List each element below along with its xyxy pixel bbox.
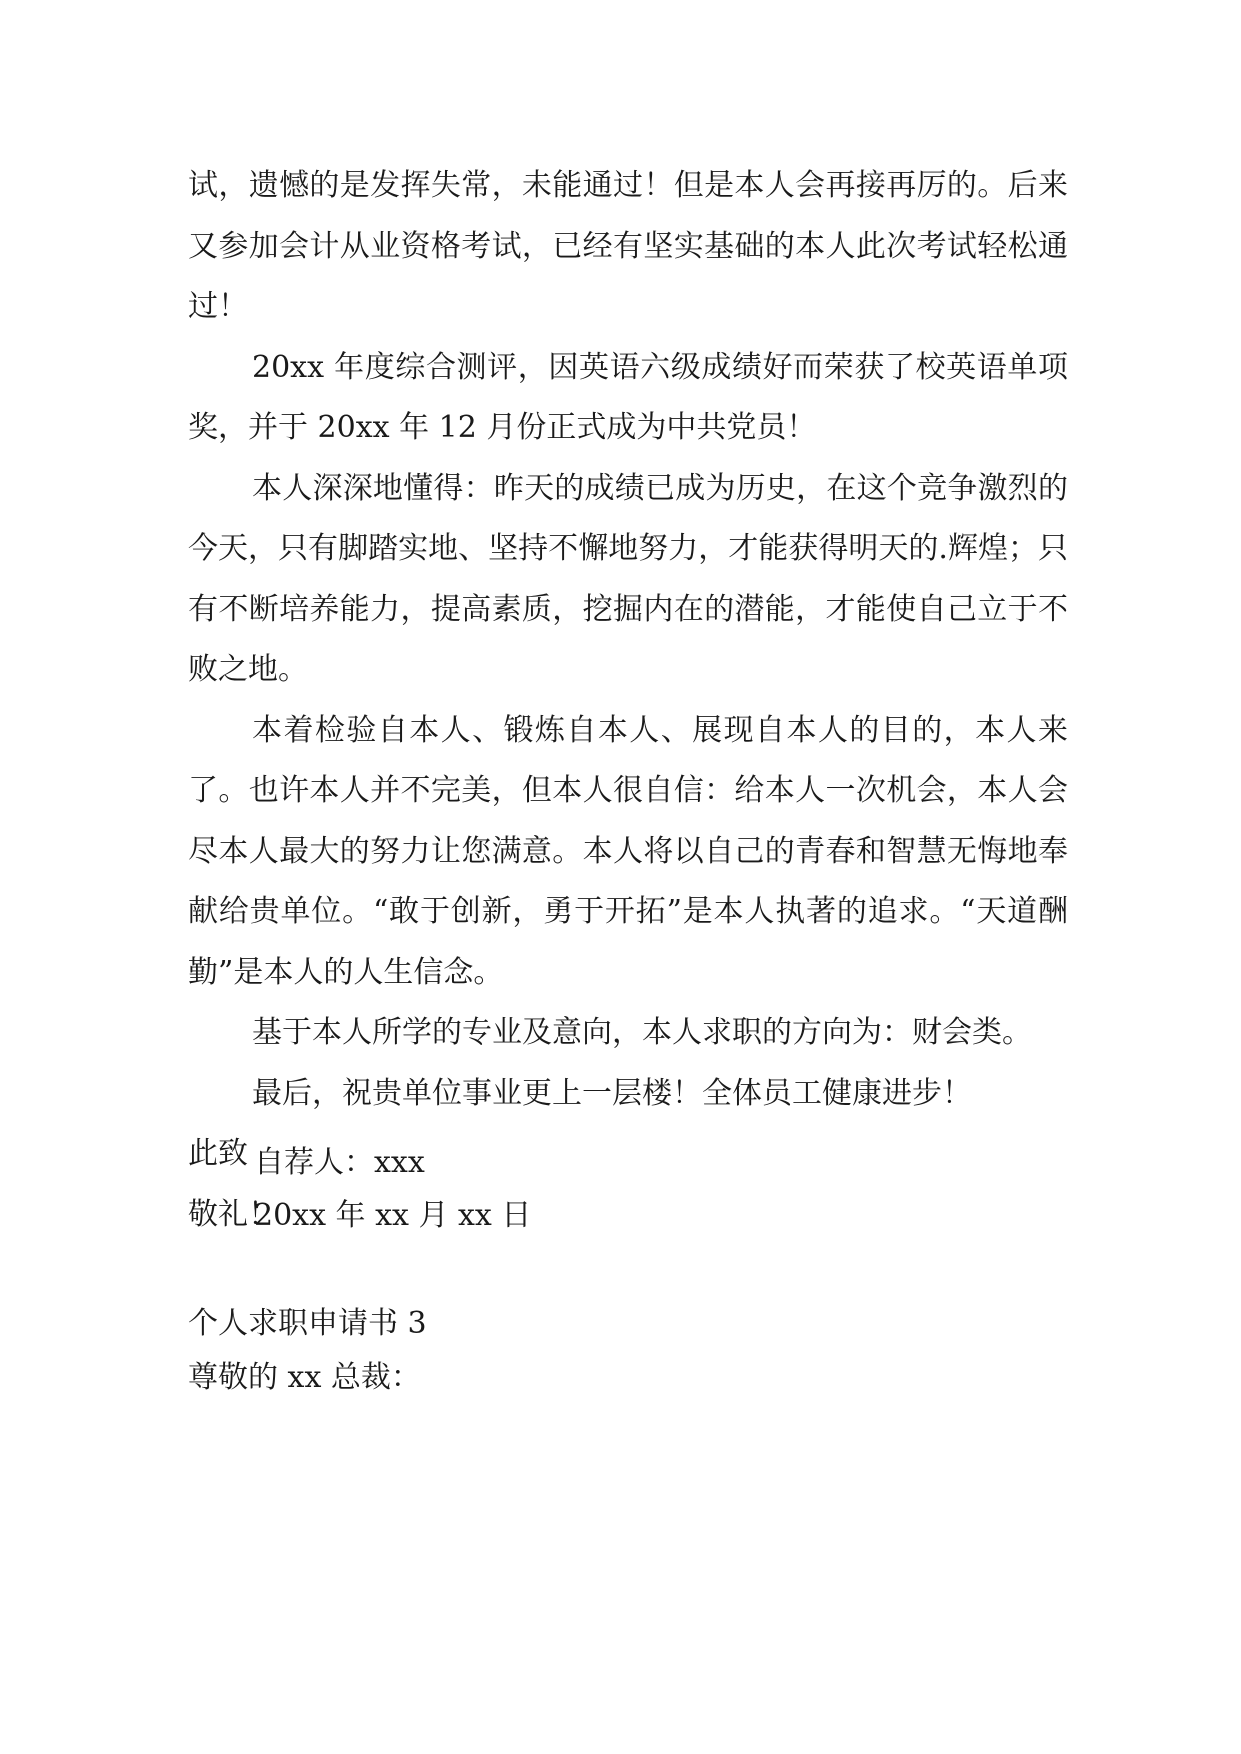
letter-body — [188, 156, 1068, 1245]
paragraph-purpose: 本着检验自本人、锻炼自本人、展现自本人的目的，本人来了。也许本人并不完美，但本人很自信：给本人一次机会，本人会尽本人最大的努力让您满意。本人将以自己的青春和智慧无悔地奉献给贵单位。“敢于创新，勇于开拓”是本人执著的追求。“天道酬勤”是本人的人生信念。 — [188, 712, 1068, 990]
signature-line: 自荐人：xxx — [254, 1145, 425, 1180]
paragraph-exam-result: 试，遗憾的是发挥失常，未能通过！但是本人会再接再厉的。后来又参加会计从业资格考试，已经有坚实基础的本人此次考试轻松通过！ — [188, 168, 1068, 324]
paragraph-closing-wish: 最后，祝贵单位事业更上一层楼！全体员工健康进步！ — [252, 1075, 972, 1111]
closing-jingli: 敬礼！ — [188, 1196, 278, 1232]
salutation: 尊敬的 xx 总裁： — [188, 1360, 421, 1395]
closing-cizhi: 此致 — [188, 1136, 248, 1171]
paragraph-award: 20xx 年度综合测评，因英语六级成绩好而荣获了校英语单项奖，并于 20xx 年 12 月份正式成为中共党员！ — [188, 349, 1068, 445]
date-line: 20xx 年 xx 月 xx 日 — [254, 1198, 532, 1233]
paragraph-job-direction: 基于本人所学的专业及意向，本人求职的方向为：财会类。 — [252, 1015, 1032, 1050]
paragraph-understanding: 本人深深地懂得：昨天的成绩已成为历史，在这个竞争激烈的今天，只有脚踏实地、坚持不懈地努力，才能获得明天的.辉煌；只有不断培养能力，提高素质，挖掘内在的潜能，才能使自己立于不败之地。 — [188, 470, 1068, 687]
section-heading: 个人求职申请书 3 — [188, 1306, 427, 1341]
